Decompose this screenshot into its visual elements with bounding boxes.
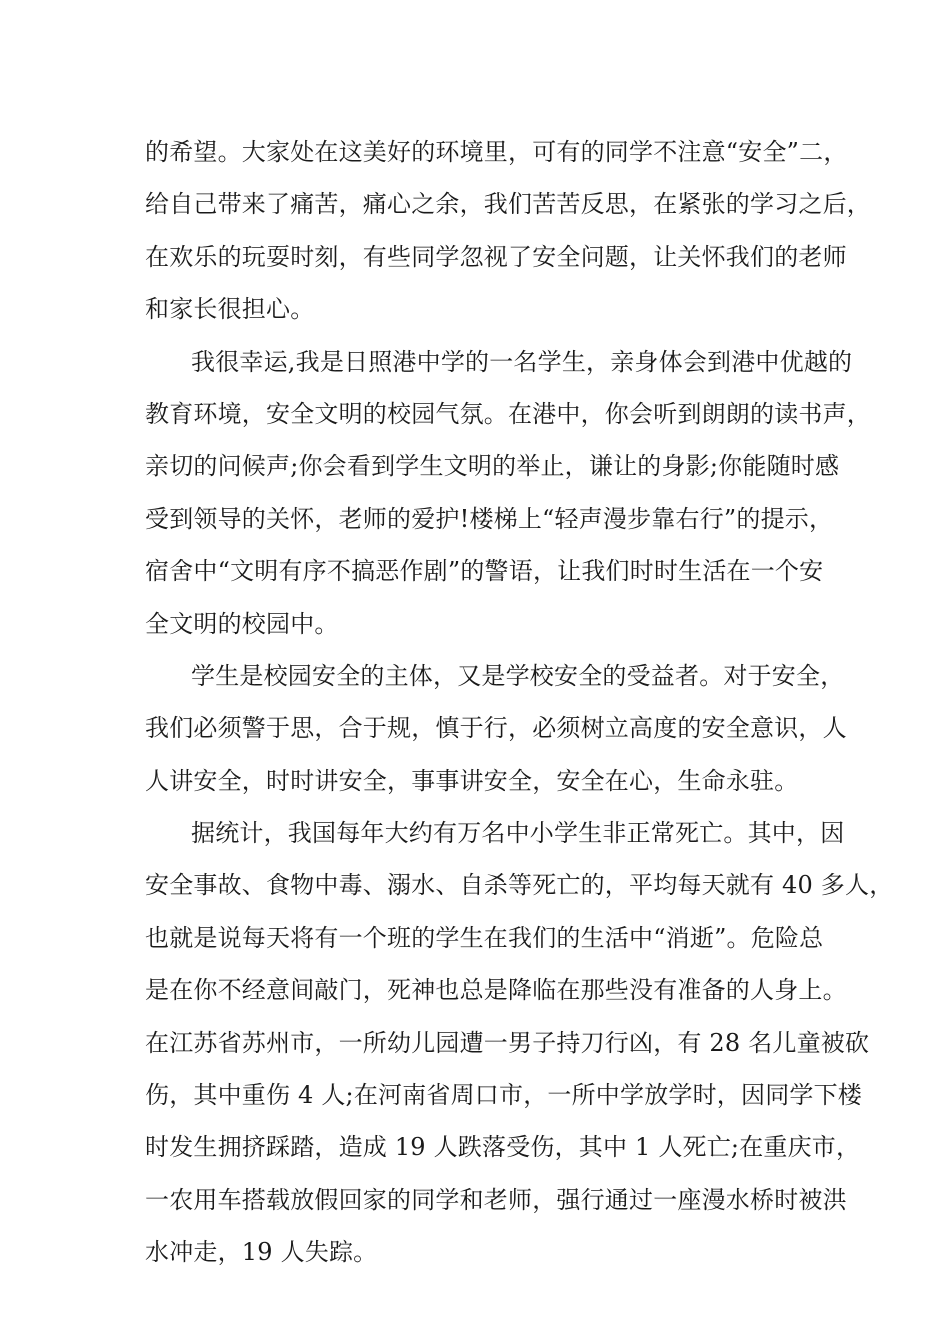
text-line: 是在你不经意间敲门，死神也总是降临在那些没有准备的人身上。 bbox=[145, 976, 847, 1005]
text-line: 全文明的校园中。 bbox=[145, 609, 339, 638]
text-line: 人讲安全，时时讲安全，事事讲安全，安全在心，生命永驻。 bbox=[145, 766, 799, 795]
text-line: 时发生拥挤踩踏，造成 19 人跌落受伤，其中 1 人死亡;在重庆市， bbox=[145, 1133, 861, 1162]
paragraph-first-line: 学生是校园安全的主体，又是学校安全的受益者。对于安全， bbox=[191, 661, 845, 690]
text-line: 伤，其中重伤 4 人;在河南省周口市，一所中学放学时，因同学下楼 bbox=[145, 1081, 863, 1110]
text-line: 教育环境，安全文明的校园气氛。在港中，你会听到朗朗的读书声， bbox=[145, 399, 871, 428]
text-line: 受到领导的关怀，老师的爱护!楼梯上“轻声漫步靠右行”的提示， bbox=[145, 504, 834, 533]
document-body bbox=[145, 126, 894, 1279]
text-line: 亲切的问候声;你会看到学生文明的举止，谦让的身影;你能随时感 bbox=[145, 452, 840, 481]
text-line: 水冲走，19 人失踪。 bbox=[145, 1238, 378, 1267]
text-line: 给自己带来了痛苦，痛心之余，我们苦苦反思，在紧张的学习之后， bbox=[145, 190, 871, 219]
text-line: 在江苏省苏州市，一所幼儿园遭一男子持刀行凶，有 28 名儿童被砍 bbox=[145, 1028, 870, 1057]
paragraph-first-line: 我很幸运,我是日照港中学的一名学生，亲身体会到港中优越的 bbox=[191, 347, 853, 376]
text-line: 和家长很担心。 bbox=[145, 295, 315, 324]
text-line: 也就是说每天将有一个班的学生在我们的生活中“消逝”。危险总 bbox=[145, 923, 824, 952]
text-line: 安全事故、食物中毒、溺水、自杀等死亡的，平均每天就有 40 多人， bbox=[145, 871, 894, 900]
text-line: 一农用车搭载放假回家的同学和老师，强行通过一座漫水桥时被洪 bbox=[145, 1185, 847, 1214]
text-line: 的希望。大家处在这美好的环境里，可有的同学不注意“安全”二， bbox=[145, 138, 848, 166]
text-line: 在欢乐的玩耍时刻，有些同学忽视了安全问题，让关怀我们的老师 bbox=[145, 242, 847, 271]
text-line: 我们必须警于思，合于规，慎于行，必须树立高度的安全意识，人 bbox=[145, 714, 847, 743]
text-line: 宿舍中“文明有序不搞恶作剧”的警语，让我们时时生活在一个安 bbox=[145, 557, 824, 586]
paragraph-first-line: 据统计，我国每年大约有万名中小学生非正常死亡。其中，因 bbox=[191, 819, 845, 848]
